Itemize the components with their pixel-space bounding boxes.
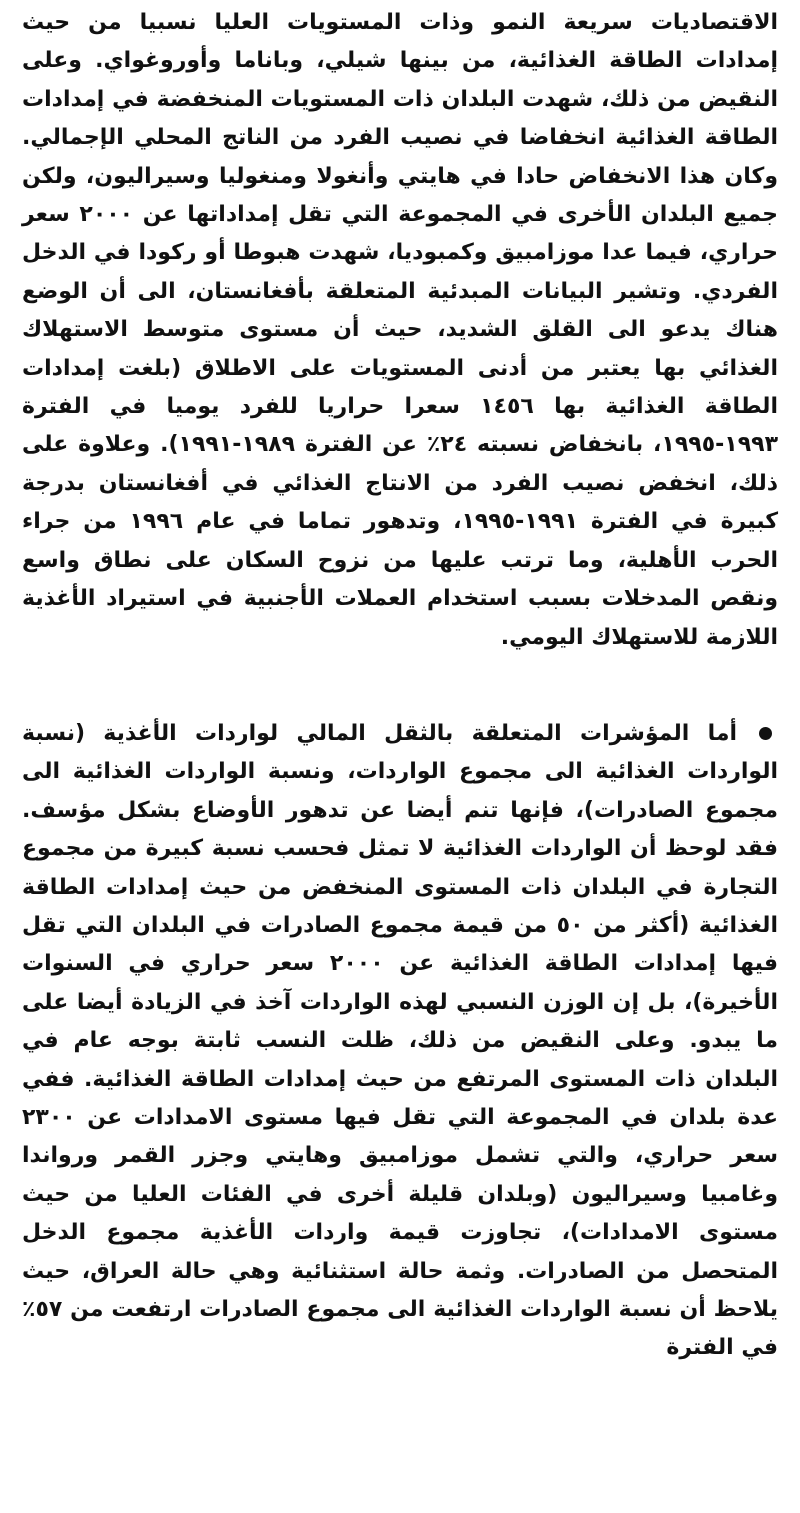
paragraph-body-1: الاقتصاديات سريعة النمو وذات المستويات العليا نسبيا من حيث إمدادات الطاقة الغذائية، من بينها شيلي، وباناما وأوروغواي. وعلى النقيض من ذلك، شهدت البلدان ذات المستويات المنخفضة في إمدادات الطاقة الغذائية انخفاضا في نصيب الفرد من الناتج المحلي الإجمالي. وكان هذا الانخفاض حادا في هايتي وأنغولا ومنغوليا وسيراليون، ولكن جميع البلدان الأخرى في المجموعة التي تقل إمداداتها عن ٢٠٠٠ سعر حراري، فيما عدا موزامبيق وكمبوديا، شهدت هبوطا أو ركودا في الدخل الفردي. وتشير البيانات المبدئية المتعلقة بأفغانستان، الى أن الوضع هناك يدعو الى القلق الشديد، حيث أن مستوى متوسط الاستهلاك الغذائي بها يعتبر من أدنى المستويات على الاطلاق (بلغت إمدادات الطاقة الغذائية بها ١٤٥٦ سعرا حراريا للفرد يوميا في الفترة ١٩٩٣-١٩٩٥، بانخفاض نسبته ٢٤٪ عن الفترة ١٩٨٩-١٩٩١). وعلاوة على ذلك، انخفض نصيب الفرد من الانتاج الغذائي في أفغانستان بدرجة كبيرة في الفترة ١٩٩١-١٩٩٥، وتدهور تماما في عام ١٩٩٦ من جراء الحرب الأهلية، وما ترتب عليها من نزوح السكان على نطاق واسع ونقص المدخلات بسبب استخدام العملات الأجنبية في استيراد الأغذية اللازمة للاستهلاك اليومي. [22, 10, 778, 650]
paragraph-spacer [22, 657, 778, 715]
paragraph-body-2: أما المؤشرات المتعلقة بالثقل المالي لواردات الأغذية (نسبة الواردات الغذائية الى مجموع الواردات، ونسبة الواردات الغذائية الى مجموع الصادرات)، فإنها تنم أيضا عن تدهور الأوضاع بشكل مؤسف. فقد لوحظ أن الواردات الغذائية لا تمثل فحسب نسبة كبيرة من مجموع التجارة في البلدان ذات المستوى المنخفض من حيث إمدادات الطاقة الغذائية (أكثر من ٥٠ من قيمة مجموع الصادرات في البلدان التي تقل فيها إمدادات الطاقة الغذائية عن ٢٠٠٠ سعر حراري في السنوات الأخيرة)، بل إن الوزن النسبي لهذه الواردات آخذ في الزيادة أيضا على ما يبدو. وعلى النقيض من ذلك، ظلت النسب ثابتة بوجه عام في البلدان ذات المستوى المرتفع من حيث إمدادات الطاقة الغذائية. ففي عدة بلدان في المجموعة التي تقل فيها مستوى الامدادات عن ٢٣٠٠ سعر حراري، والتي تشمل موزامبيق وهايتي وجزر القمر ورواندا وغامبيا وسيراليون (وبلدان قليلة أخرى في الفئات العليا من حيث مستوى الامدادات)، تجاوزت قيمة واردات الأغذية مجموع الدخل المتحصل من الصادرات. وثمة حالة استثنائية وهي حالة العراق، حيث يلاحظ أن نسبة الواردات الغذائية الى مجموع الصادرات ارتفعت من ٥٧٪ في الفترة [22, 720, 778, 1361]
bullet-paragraph [22, 715, 778, 1368]
bullet-icon [759, 727, 772, 740]
